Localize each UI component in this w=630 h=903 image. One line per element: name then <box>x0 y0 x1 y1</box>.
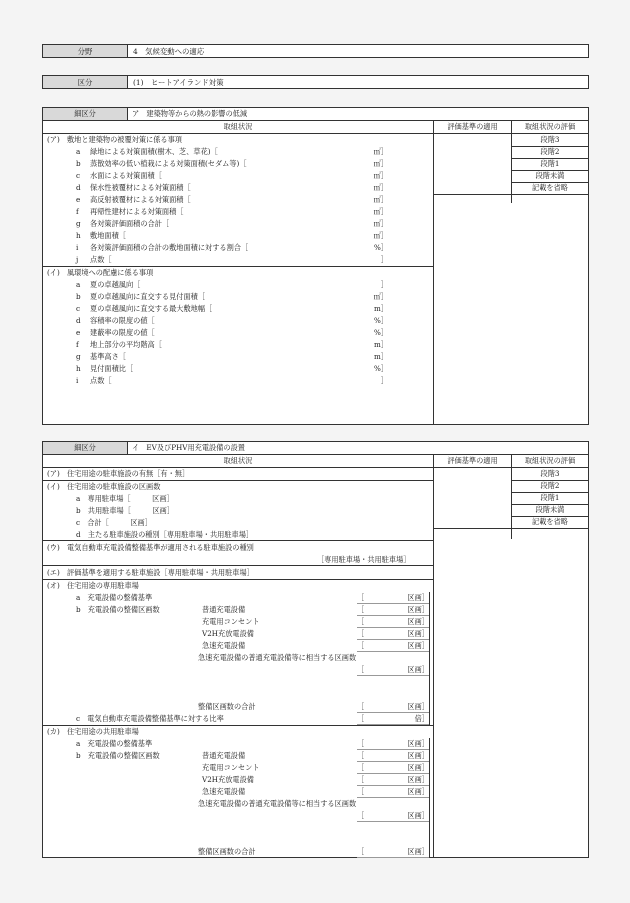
section-a-row-key: a <box>76 280 81 289</box>
section-a-row-text: 夏の卓越風向に直交する見付面積［ <box>90 292 206 301</box>
f-futsu: 普通充電設備 <box>202 751 246 760</box>
b-bracket-unit: 区画］ <box>407 787 429 796</box>
section-a-row-text: 夏の卓越風向［ <box>90 280 141 289</box>
b-bracket-unit: 区画］ <box>407 665 429 674</box>
section-a-row-text: 容積率の限度の値［ <box>90 316 155 325</box>
f-total: 整備区画数の合計 <box>198 847 256 856</box>
section-a-group-0-title: (ア) 敷地と建築物の被覆対策に係る事項 <box>47 135 182 144</box>
section-b-eval-level-2: 段階2 <box>540 481 560 490</box>
section-a-row-key: g <box>76 219 81 228</box>
section-a-torikumi-hyoka-header: 取組状況の評価 <box>524 122 576 131</box>
section-a-row-unit: %］ <box>373 328 388 337</box>
section-a-row-text: 保水性被覆材による対策面積［ <box>90 183 191 192</box>
section-a-saikubun-label: 細区分 <box>74 109 96 118</box>
b-bracket-unit: 区画］ <box>407 605 429 614</box>
kubun-label: 区分 <box>43 76 128 88</box>
b-bracket-unit: 区画］ <box>407 617 429 626</box>
b-line-d1: (エ) 評価基準を適用する駐車施設［専用駐車場・共用駐車場］ <box>47 568 254 577</box>
section-a-row-key: g <box>76 352 81 361</box>
section-a-row-key: b <box>76 292 81 301</box>
section-a-row-unit: ㎡］ <box>373 207 388 216</box>
b-line-e-c: c 電気自動車充電設備整備基準に対する比率 <box>76 714 224 723</box>
b-bracket-open: ［ <box>357 629 365 638</box>
b-bracket-unit: 区画］ <box>407 641 429 650</box>
section-a-group-1-title: (イ) 風環境への配慮に係る事項 <box>47 268 154 277</box>
b-bracket-open: ［ <box>357 641 365 650</box>
section-a-row-unit: ㎡］ <box>373 171 388 180</box>
e-kyusoku: 急速充電設備 <box>202 641 246 650</box>
section-a-row-text: 再帰性建材による対策面積［ <box>90 207 184 216</box>
section-b-eval-level-5: 記載を省略 <box>532 517 568 526</box>
section-a-row-text: 点数［ <box>90 255 112 264</box>
section-a-row-unit: %］ <box>373 316 388 325</box>
section-a-row-key: e <box>76 195 81 204</box>
section-b-saikubun-value: イ EV及びPHV用充電設備の設置 <box>132 443 245 452</box>
b-line-b2: a 専用駐車場［ 区画］ <box>76 494 174 503</box>
b-bracket-unit: 倍］ <box>414 714 429 723</box>
b-line-e-a: a 充電設備の整備基準 <box>76 593 153 602</box>
b-line-e-b: b 充電設備の整備区画数 <box>76 605 160 614</box>
b-bracket-open: ［ <box>357 847 365 856</box>
b-bracket-open: ［ <box>357 702 365 711</box>
b-line-b5: d 主たる駐車施設の種別［専用駐車場・共用駐車場］ <box>76 530 254 539</box>
section-b-eval-level-4: 段階未満 <box>535 505 565 514</box>
b-bracket-unit: 区画］ <box>407 739 429 748</box>
b-line-c2: ［専用駐車場・共用駐車場］ <box>317 555 411 564</box>
section-a-row-key: d <box>76 316 81 325</box>
section-a-row-key: c <box>76 304 81 313</box>
section-b-eval-level-3: 段階1 <box>540 493 560 502</box>
section-b-hyoka-header: 評価基準の適用 <box>447 456 498 465</box>
section-a-row-unit: ］ <box>380 280 388 289</box>
f-v2h: V2H充放電設備 <box>202 775 254 784</box>
section-a-hyoka-header: 評価基準の適用 <box>447 122 498 131</box>
section-a-row-text: 各対策評価面積の合計［ <box>90 219 170 228</box>
section-b-saikubun-label: 細区分 <box>74 443 96 452</box>
b-line-f1: (カ) 住宅用途の共用駐車場 <box>47 727 139 736</box>
kubun-row <box>42 75 589 89</box>
section-a-row-key: h <box>76 231 81 240</box>
section-a-row-key: f <box>76 340 79 349</box>
section-a-row-text: 点数［ <box>90 376 112 385</box>
kubun-value: (1) ヒートアイランド対策 <box>133 78 224 87</box>
section-a-row-key: h <box>76 364 81 373</box>
b-line-b4: c 合計［ 区画］ <box>76 518 152 527</box>
section-a-row-unit: ㎡］ <box>373 292 388 301</box>
section-a-row-unit: ㎡］ <box>373 183 388 192</box>
section-a-row-text: 高反射被覆材による対策面積［ <box>90 195 191 204</box>
b-bracket-unit: 区画］ <box>407 702 429 711</box>
section-a-header: 取組状況 <box>223 122 253 131</box>
section-a-row-text: 緑地による対策面積(樹木、芝、草花)［ <box>90 147 218 156</box>
b-bracket-unit: 区画］ <box>407 775 429 784</box>
section-a-row-text: 地上部分の平均階高［ <box>90 340 162 349</box>
section-a-row-text: 蒸散効率の低い植栽による対策面積(セダム等)［ <box>90 159 247 168</box>
b-bracket-open: ［ <box>357 605 365 614</box>
b-bracket-open: ［ <box>357 775 365 784</box>
b-line-e1: (オ) 住宅用途の専用駐車場 <box>47 581 139 590</box>
section-a-row-unit: ］ <box>380 376 388 385</box>
section-a-row-text: 見付面積比［ <box>90 364 134 373</box>
section-a-row-unit: ㎡］ <box>373 195 388 204</box>
section-a-row-key: j <box>76 255 79 264</box>
bunya-value: 4 気候変動への適応 <box>133 47 205 56</box>
section-a-row-key: i <box>76 243 79 252</box>
section-a-row-text: 基準高さ［ <box>90 352 126 361</box>
section-a-row-unit: ㎡］ <box>373 159 388 168</box>
section-a-saikubun-value: ア 建築物等からの熱の影響の低減 <box>132 109 248 118</box>
b-bracket-unit: 区画］ <box>407 629 429 638</box>
section-a-eval-level-3: 段階1 <box>540 159 560 168</box>
section-a-row-unit: m］ <box>373 304 388 313</box>
section-a-row-key: d <box>76 183 81 192</box>
e-futsu: 普通充電設備 <box>202 605 246 614</box>
section-a-row-unit: m］ <box>373 352 388 361</box>
b-bracket-unit: 区画］ <box>407 811 429 820</box>
b-bracket-open: ［ <box>357 811 365 820</box>
section-a-eval-level-5: 記載を省略 <box>532 183 568 192</box>
section-b-header: 取組状況 <box>223 456 253 465</box>
section-a-row-unit: ㎡］ <box>373 219 388 228</box>
section-a-row-key: c <box>76 171 81 180</box>
section-a-row-unit: %］ <box>373 364 388 373</box>
section-a-eval-level-2: 段階2 <box>540 147 560 156</box>
b-bracket-unit: 区画］ <box>407 751 429 760</box>
b-bracket-unit: 区画］ <box>407 763 429 772</box>
section-a-row-key: i <box>76 376 79 385</box>
f-consent: 充電用コンセント <box>202 763 260 772</box>
b-line-c1: (ウ) 電気自動車充電設備整備基準が適用される駐車施設の種別 <box>47 543 254 552</box>
section-a-row-text: 敷地面積［ <box>90 231 126 240</box>
b-line-f-b: b 充電設備の整備区画数 <box>76 751 160 760</box>
section-a-eval-level-4: 段階未満 <box>535 171 565 180</box>
section-a-row-key: e <box>76 328 81 337</box>
section-a-row-unit: ㎡］ <box>373 147 388 156</box>
section-a-row-text: 水面による対策面積［ <box>90 171 162 180</box>
section-a-row-unit: ㎡］ <box>373 231 388 240</box>
section-a-row-key: f <box>76 207 79 216</box>
section-a-row-unit: m］ <box>373 340 388 349</box>
section-a-row-text: 各対策評価面積の合計の敷地面積に対する割合［ <box>90 243 249 252</box>
f-kyusoku: 急速充電設備 <box>202 787 246 796</box>
section-a-row-text: 建蔽率の限度の値［ <box>90 328 155 337</box>
f-kyusoku-note: 急速充電設備の普通充電設備等に相当する区画数 <box>198 799 357 808</box>
b-bracket-open: ［ <box>357 593 365 602</box>
section-a-row-key: b <box>76 159 81 168</box>
b-line-b1: (イ) 住宅用途の駐車施設の区画数 <box>47 482 161 491</box>
b-bracket-open: ［ <box>357 739 365 748</box>
section-b-torikumi-hyoka-header: 取組状況の評価 <box>524 456 576 465</box>
b-bracket-open: ［ <box>357 665 365 674</box>
section-b-eval-level-1: 段階3 <box>540 469 560 478</box>
b-bracket-open: ［ <box>357 787 365 796</box>
b-bracket-open: ［ <box>357 751 365 760</box>
e-consent: 充電用コンセント <box>202 617 260 626</box>
b-bracket-unit: 区画］ <box>407 847 429 856</box>
section-a-eval-level-1: 段階3 <box>540 135 560 144</box>
e-total: 整備区画数の合計 <box>198 702 256 711</box>
section-a-row-unit: ］ <box>380 255 388 264</box>
bunya-label: 分野 <box>43 45 128 57</box>
section-a-row-unit: %］ <box>373 243 388 252</box>
e-kyusoku-note: 急速充電設備の普通充電設備等に相当する区画数 <box>198 653 357 662</box>
section-a-row-key: a <box>76 147 81 156</box>
bunya-row <box>42 44 589 58</box>
b-bracket-open: ［ <box>357 763 365 772</box>
b-bracket-unit: 区画］ <box>407 593 429 602</box>
b-line-f-a: a 充電設備の整備基準 <box>76 739 153 748</box>
section-a-row-text: 夏の卓越風向に直交する最大敷地幅［ <box>90 304 213 313</box>
b-line-b3: b 共用駐車場［ 区画］ <box>76 506 175 515</box>
b-line-a1: (ア) 住宅用途の駐車施設の有無［有・無］ <box>47 469 190 478</box>
b-bracket-open: ［ <box>357 617 365 626</box>
b-bracket-open: ［ <box>357 714 365 723</box>
e-v2h: V2H充放電設備 <box>202 629 254 638</box>
